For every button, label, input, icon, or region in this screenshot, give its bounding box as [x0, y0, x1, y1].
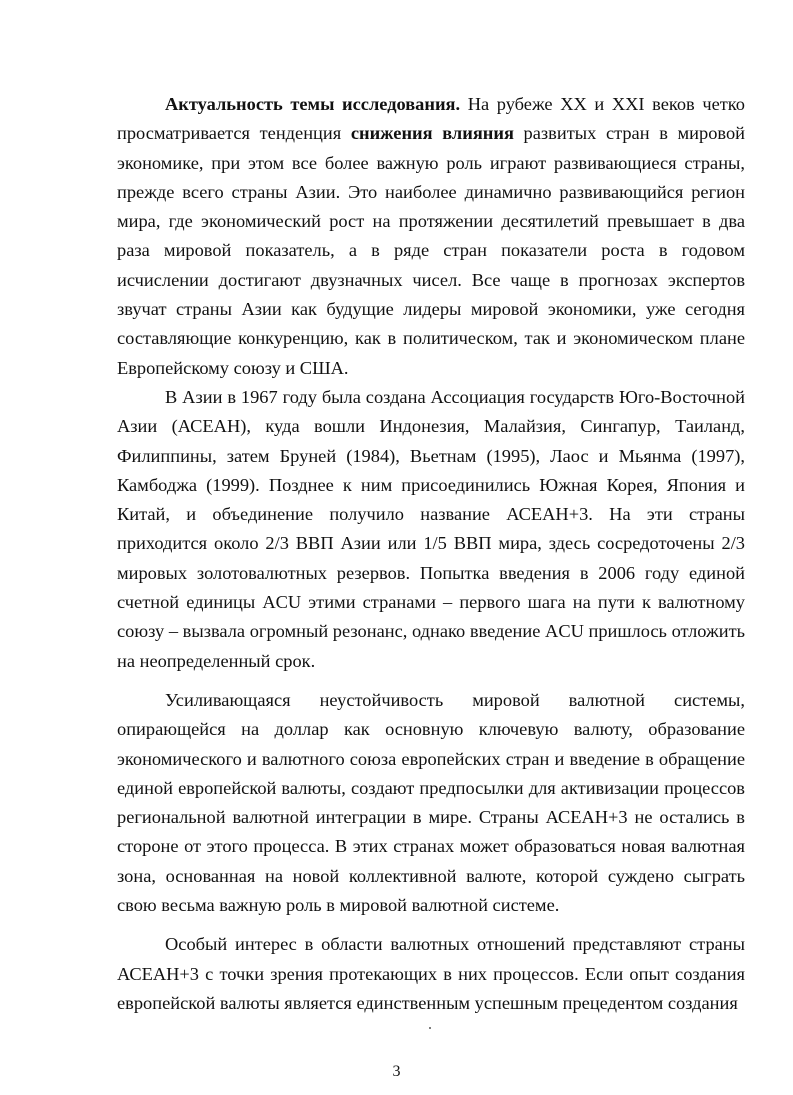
page-number: 3	[392, 1063, 401, 1080]
section-lead-heading: Актуальность темы исследования.	[165, 94, 461, 114]
body-text	[117, 90, 745, 1018]
emphasis-text: снижения влияния	[350, 123, 514, 144]
paragraph-currency-instability: Усиливающаяся неустойчивость мировой валютной системы, опирающейся на доллар как основную ключевую валюту, образование экономического и валютного союза европейских стран и введение в обращение единой европейской валюты, создают предпосылки для активизации процессов региональной валютной интеграции в мире. Страны АСЕАН+3 не остались в стороне от этого процесса. В этих странах может образоваться новая валютная зона, основанная на новой коллективной валюте, которой суждено сыграть свою весьма важную роль в мировой валютной системе.	[117, 689, 745, 916]
paragraph-text: развитых стран в мировой экономике, при этом все более важную роль играют развивающиеся страны, прежде всего страны Азии. Это наиболее динамично развивающийся регион мира, где экономический рост на протяжении десятилетий превышает в два раза мировой показатель, а в ряде стран показатели роста в годовом исчислении достигают двузначных чисел. Все чаще в прогнозах экспертов звучат страны Азии как будущие лидеры мировой экономики, уже сегодня составляющие конкуренцию, как в политическом, так и экономическом плане Европейскому союзу и США.	[117, 123, 745, 378]
paragraph-special-interest: Особый интерес в области валютных отношений представляют страны АСЕАН+3 с точки зрения протекающих в них процессов. Если опыт создания европейской валюты является единственным успешным прецедентом создания	[117, 934, 745, 1013]
paragraph-text: На рубеже XX и XXI веков четко просматривается тенденция	[117, 94, 745, 144]
paragraph-relevance	[117, 90, 745, 383]
paragraph-asean-history: В Азии в 1967 году была создана Ассоциация государств Юго-Восточной Азии (АСЕАН), куда вошли Индонезия, Малайзия, Сингапур, Таиланд, Филиппины, затем Бруней (1984), Вьетнам (1995), Лаос и Мьянма (1997), Камбоджа (1999). Позднее к ним присоединились Южная Корея, Япония и Китай, и объединение получило название АСЕАН+3. На эти страны приходится около 2/3 ВВП Азии или 1/5 ВВП мира, здесь сосредоточены 2/3 мировых золотовалютных резервов. Попытка введения в 2006 году единой счетной единицы ACU этими странами – первого шага на пути к валютному союзу – вызвала огромный резонанс, однако введение ACU пришлось отложить на неопределенный срок.	[117, 386, 745, 671]
scan-speck	[429, 1027, 431, 1029]
